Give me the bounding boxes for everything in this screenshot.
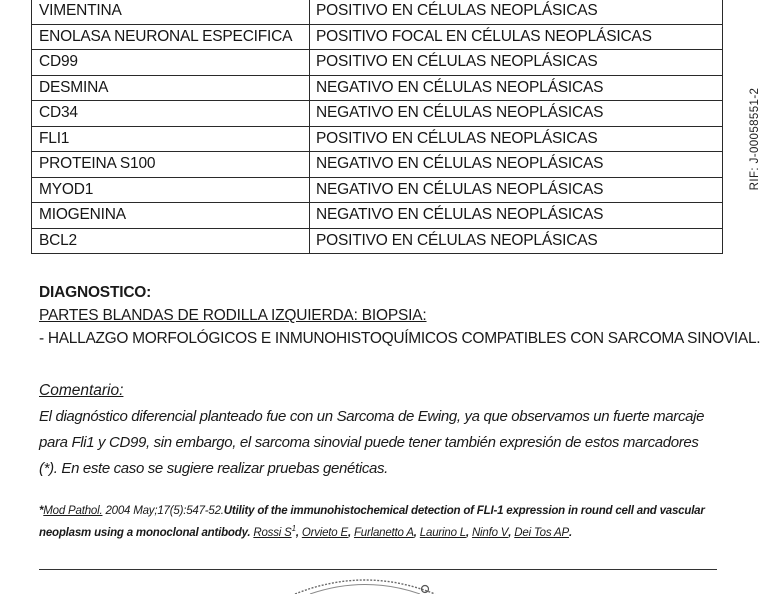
ihq-result-cell: NEGATIVO EN CÉLULAS NEOPLÁSICAS <box>310 177 723 203</box>
ihq-row <box>32 75 723 101</box>
ihq-marker-cell: BCL2 <box>32 228 310 254</box>
ihq-marker-cell: ENOLASA NEURONAL ESPECIFICA <box>32 24 310 50</box>
ihq-marker-cell: VIMENTINA <box>32 0 310 24</box>
ihq-result-cell: NEGATIVO EN CÉLULAS NEOPLÁSICAS <box>310 203 723 229</box>
comment-body: El diagnóstico diferencial planteado fue con un Sarcoma de Ewing, ya que observamos un fuerte marcaje para Fli1 y CD99, sin embargo, el sarcoma sinovial puede tener también expresión de estos marcadores (*). En este caso se sugiere realizar pruebas genéticas. <box>39 408 705 477</box>
reference-title: Utility of the immunohistochemical detection of FLI-1 expression in round cell and vascular neoplasm using a monoclonal antibody. <box>39 505 705 539</box>
ihq-row <box>32 24 723 50</box>
ihq-result-cell: POSITIVO EN CÉLULAS NEOPLÁSICAS <box>310 228 723 254</box>
ihq-marker-cell: CD99 <box>32 50 310 76</box>
ihq-row <box>32 228 723 254</box>
comment-title: Comentario: <box>39 382 124 399</box>
ihq-marker-cell: MYOD1 <box>32 177 310 203</box>
reference-author: Laurino L <box>419 526 466 539</box>
reference-author: Rossi S <box>253 526 292 539</box>
ihq-result-cell: NEGATIVO EN CÉLULAS NEOPLÁSICAS <box>310 101 723 127</box>
reference-author: Ninfo V <box>471 526 509 539</box>
reference-citation: 2004 May;17(5):547-52. <box>102 505 224 517</box>
diagnosis-site: PARTES BLANDAS DE RODILLA IZQUIERDA: BIOPSIA: <box>39 307 427 324</box>
ihq-result-cell: POSITIVO EN CÉLULAS NEOPLÁSICAS <box>310 0 723 24</box>
bibliographic-reference: *Mod Pathol. 2004 May;17(5):547-52.Utility of the immunohistochemical detection of FLI-1 expression in round cell and vascular neoplasm using a monoclonal antibody. Rossi $S^1$, Orvieto E, Furlanetto A, Laurino L, Ninfo V, Dei Tos AP. <box>39 505 705 539</box>
ihq-row <box>32 203 723 229</box>
ihq-result-cell: POSITIVO EN CÉLULAS NEOPLÁSICAS <box>310 50 723 76</box>
ihq-row <box>32 177 723 203</box>
rif-side-label: RIF: J-00058551-2 <box>749 87 761 191</box>
ihq-marker-cell: DESMINA <box>32 75 310 101</box>
ihq-row <box>32 50 723 76</box>
diagnosis-text: - HALLAZGO MORFOLÓGICOS E INMUNOHISTOQUÍMICOS COMPATIBLES CON SARCOMA SINOVIAL. <box>39 330 761 347</box>
ihq-marker-cell: FLI1 <box>32 126 310 152</box>
reference-author: Orvieto E <box>301 526 348 539</box>
ihq-marker-cell: MIOGENINA <box>32 203 310 229</box>
ihq-marker-cell: CD34 <box>32 101 310 127</box>
ihq-result-cell: POSITIVO EN CÉLULAS NEOPLÁSICAS <box>310 126 723 152</box>
ihq-row <box>32 101 723 127</box>
ihq-result-cell: NEGATIVO EN CÉLULAS NEOPLÁSICAS <box>310 75 723 101</box>
reference-author: Furlanetto A <box>353 526 414 539</box>
reference-asterisk: * <box>39 505 44 517</box>
immunohistochemistry-table <box>31 0 723 254</box>
ihq-row <box>32 0 723 24</box>
immunohistochemistry-table-body <box>32 0 723 254</box>
signature-divider <box>39 569 717 570</box>
reference-author-mark: 1 <box>291 524 296 533</box>
reference-author: Dei Tos AP <box>514 526 569 539</box>
reference-journal: Mod Pathol. <box>43 505 103 517</box>
diagnosis-title: DIAGNOSTICO: <box>39 284 152 301</box>
ihq-result-cell: POSITIVO FOCAL EN CÉLULAS NEOPLÁSICAS <box>310 24 723 50</box>
ihq-result-cell: NEGATIVO EN CÉLULAS NEOPLÁSICAS <box>310 152 723 178</box>
ihq-marker-cell: PROTEINA S100 <box>32 152 310 178</box>
stamp-seal-icon <box>290 572 440 594</box>
ihq-row <box>32 152 723 178</box>
ihq-row <box>32 126 723 152</box>
